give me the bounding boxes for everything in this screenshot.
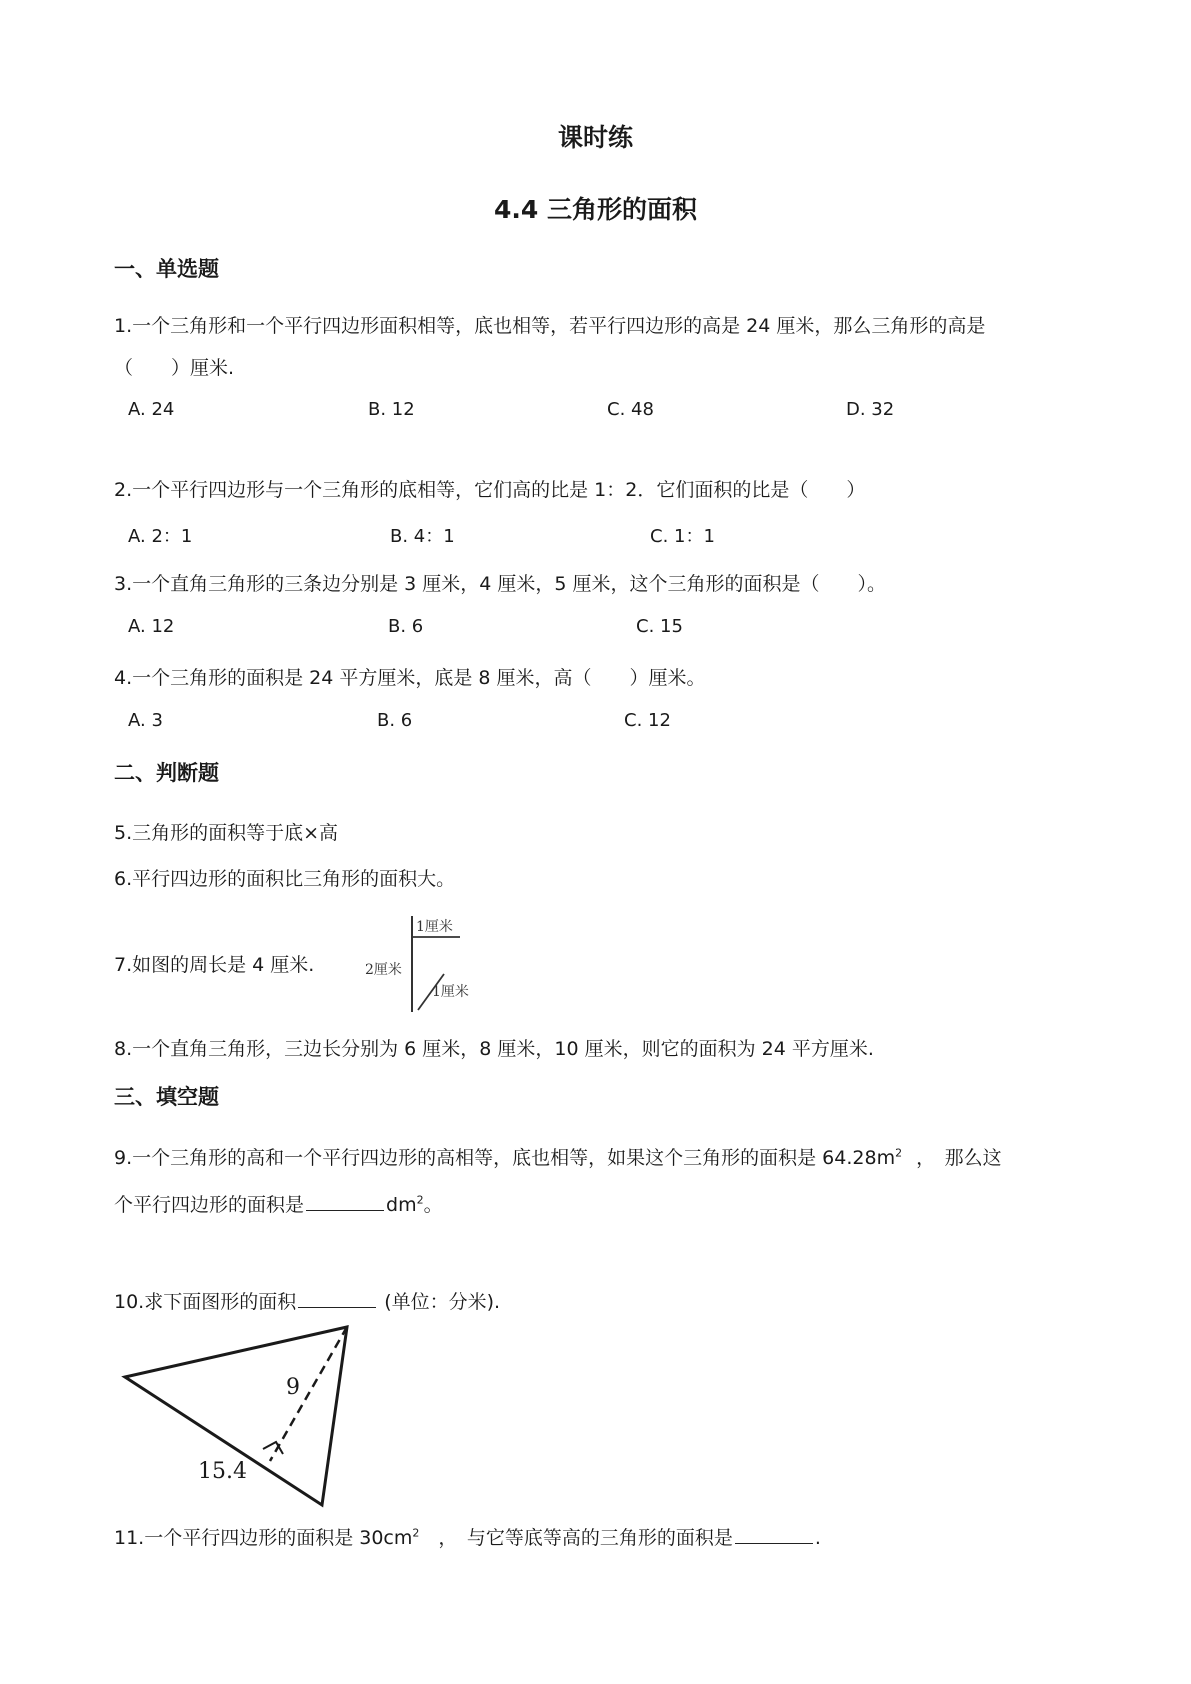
question-8: 8.一个直角三角形，三边长分别为 6 厘米，8 厘米，10 厘米，则它的面积为 24 平方厘米. bbox=[114, 1038, 874, 1060]
q9-text-1: 9.一个三角形的高和一个平行四边形的高相等，底也相等，如果这个三角形的面积是 64.28m bbox=[114, 1147, 896, 1169]
question-1-line1: 1.一个三角形和一个平行四边形面积相等，底也相等，若平行四边形的高是 24 厘米，那么三角形的高是 bbox=[114, 315, 986, 337]
q11-text: 11.一个平行四边形的面积是 30cm bbox=[114, 1527, 413, 1549]
question-5: 5.三角形的面积等于底×高 bbox=[114, 822, 339, 844]
q9-superscript-1: 2 bbox=[895, 1146, 903, 1160]
q7-figure-top-label: 1厘米 bbox=[416, 919, 453, 935]
question-7: 7.如图的周长是 4 厘米. bbox=[114, 954, 315, 976]
q10-triangle-figure bbox=[110, 1318, 370, 1516]
question-9-line1 bbox=[114, 1143, 1002, 1170]
q11-superscript: 2 bbox=[412, 1526, 420, 1540]
q10-text: 10.求下面图形的面积 bbox=[114, 1291, 297, 1313]
question-9-line2 bbox=[114, 1190, 443, 1217]
q10-base-label: 15.4 bbox=[198, 1459, 247, 1484]
q4-option-b[interactable]: B. 6 bbox=[377, 710, 413, 731]
q10-right-angle-mark bbox=[263, 1442, 283, 1454]
q9-unit: dm bbox=[386, 1194, 417, 1216]
q9-text-2: 个平行四边形的面积是 bbox=[114, 1194, 305, 1216]
page-title: 课时练 bbox=[557, 123, 633, 152]
q7-figure bbox=[360, 912, 490, 1014]
question-1-line2: （ ）厘米. bbox=[114, 357, 235, 379]
q11-text-end: . bbox=[814, 1527, 821, 1549]
question-2: 2.一个平行四边形与一个三角形的底相等，它们高的比是 1：2．它们面积的比是（ ） bbox=[114, 479, 866, 501]
q9-superscript-2: 2 bbox=[416, 1193, 424, 1207]
section-heading-true-false: 二、判断题 bbox=[114, 761, 219, 785]
q3-option-a[interactable]: A. 12 bbox=[128, 616, 175, 637]
q3-option-c[interactable]: C. 15 bbox=[636, 616, 683, 637]
q11-answer-blank[interactable] bbox=[735, 1527, 813, 1544]
page-subtitle: 4.4 三角形的面积 bbox=[494, 195, 697, 224]
question-3: 3.一个直角三角形的三条边分别是 3 厘米，4 厘米，5 厘米，这个三角形的面积是（ ）。 bbox=[114, 573, 887, 595]
question-4: 4.一个三角形的面积是 24 平方厘米，底是 8 厘米，高（ ）厘米。 bbox=[114, 667, 706, 689]
q10-height-label: 9 bbox=[286, 1375, 300, 1400]
question-6: 6.平行四边形的面积比三角形的面积大。 bbox=[114, 868, 456, 890]
q2-option-a[interactable]: A. 2：1 bbox=[128, 526, 193, 547]
q7-figure-slant-label: 1厘米 bbox=[432, 984, 469, 1000]
q10-answer-blank[interactable] bbox=[298, 1291, 376, 1308]
q10-text-end: (单位：分米). bbox=[384, 1291, 501, 1313]
q2-option-c[interactable]: C. 1：1 bbox=[650, 526, 715, 547]
q11-text-mid: ， 与它等底等高的三角形的面积是 bbox=[419, 1527, 733, 1549]
q10-height-line bbox=[270, 1327, 347, 1461]
q9-answer-blank[interactable] bbox=[306, 1194, 384, 1211]
question-11 bbox=[114, 1523, 821, 1550]
q1-option-b[interactable]: B. 12 bbox=[368, 399, 415, 420]
q9-text-2-end: 。 bbox=[423, 1194, 443, 1216]
q2-option-b[interactable]: B. 4：1 bbox=[390, 526, 455, 547]
question-10 bbox=[114, 1287, 500, 1314]
q3-option-b[interactable]: B. 6 bbox=[388, 616, 424, 637]
q1-option-c[interactable]: C. 48 bbox=[607, 399, 654, 420]
q9-text-1-end: ， 那么这 bbox=[916, 1147, 1002, 1169]
q4-option-c[interactable]: C. 12 bbox=[624, 710, 671, 731]
section-heading-single-choice: 一、单选题 bbox=[114, 257, 219, 281]
q1-option-d[interactable]: D. 32 bbox=[846, 399, 895, 420]
q1-option-a[interactable]: A. 24 bbox=[128, 399, 175, 420]
q7-figure-left-label: 2厘米 bbox=[365, 962, 402, 978]
q4-option-a[interactable]: A. 3 bbox=[128, 710, 163, 731]
section-heading-fill-blank: 三、填空题 bbox=[114, 1085, 219, 1109]
